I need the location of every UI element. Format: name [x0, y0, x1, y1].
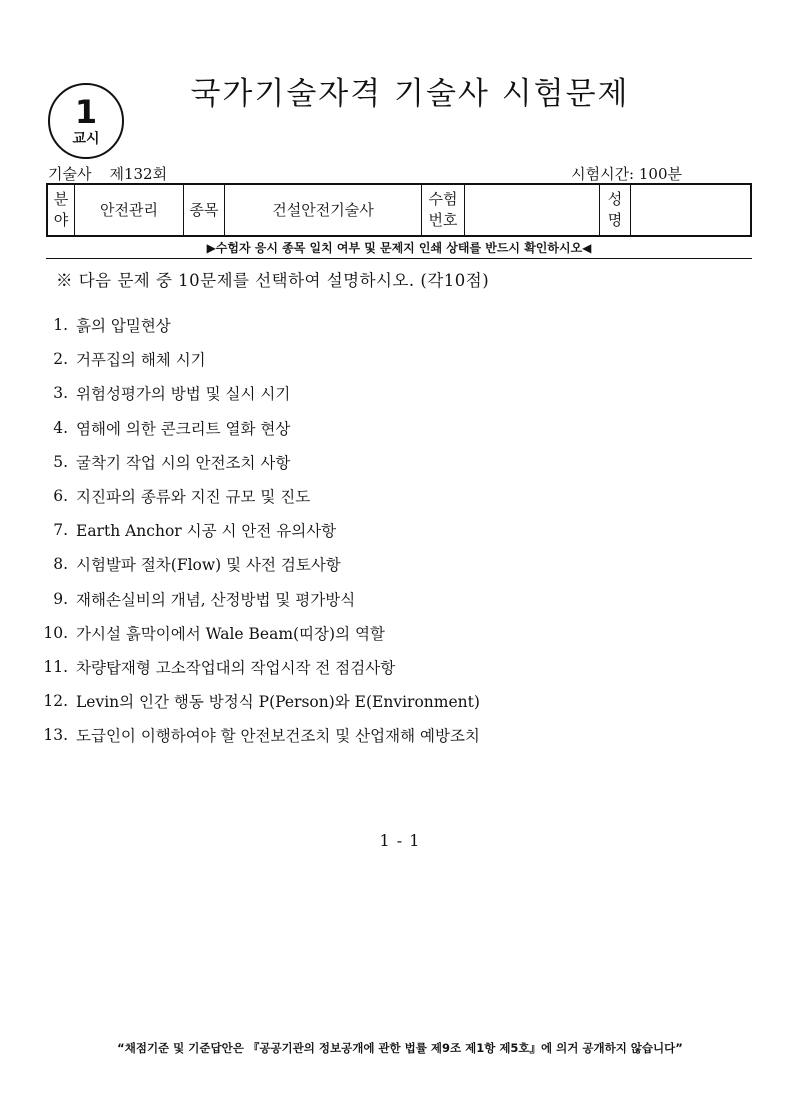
question-text: Levin의 인간 행동 방정식 P(Person)와 E(Environment) [76, 693, 480, 712]
name-label-cell [600, 184, 631, 236]
period-badge [48, 83, 124, 159]
exam-number-label: 수험번호 [428, 190, 458, 229]
name-input[interactable] [631, 184, 752, 236]
question-item [40, 547, 480, 581]
question-number: 7. [53, 521, 68, 540]
subject-value: 건설안전기술사 [225, 184, 422, 236]
exam-title: 국가기술자격 기술사 시험문제 [190, 76, 630, 112]
period-label: 교시 [72, 131, 100, 147]
question-list [40, 308, 480, 752]
divider [46, 258, 752, 259]
question-number: 8. [53, 555, 68, 574]
question-item [40, 513, 480, 547]
field-label-cell [47, 184, 75, 236]
name-label: 성명 [607, 190, 623, 229]
question-text: 염해에 의한 콘크리트 열화 현상 [76, 419, 291, 438]
question-number: 6. [53, 487, 68, 506]
question-item [40, 376, 480, 410]
exam-type: 기술사 [48, 165, 92, 183]
question-number: 5. [53, 452, 68, 471]
exam-info-table [46, 183, 752, 237]
question-number: 4. [53, 418, 68, 437]
page-number: 1 - 1 [379, 831, 421, 850]
question-text: 가시설 흙막이에서 Wale Beam(띠장)의 역할 [76, 624, 385, 643]
exam-number-label-cell [422, 184, 465, 236]
question-number: 10. [43, 623, 68, 642]
field-value: 안전관리 [75, 184, 184, 236]
field-label: 분야 [53, 190, 69, 229]
question-number: 11. [43, 657, 68, 676]
question-text: Earth Anchor 시공 시 안전 유의사항 [76, 522, 337, 541]
question-text: 차량탑재형 고소작업대의 작업시작 전 점검사항 [76, 658, 396, 677]
footer-note: “채점기준 및 기준답안은 『공공기관의 정보공개에 관한 법률 제9조 제1항 제5호』에 의거 공개하지 않습니다” [117, 1041, 683, 1055]
subject-label: 종목 [184, 184, 225, 236]
question-item [40, 582, 480, 616]
period-number: 1 [74, 93, 98, 131]
question-item [40, 308, 480, 342]
instruction: ※ 다음 문제 중 10문제를 선택하여 설명하시오. (각10점) [56, 271, 490, 290]
question-item [40, 342, 480, 376]
notice: ▶수험자 응시 종목 일치 여부 및 문제지 인쇄 상태를 반드시 확인하시오◀ [206, 241, 592, 255]
question-number: 3. [53, 384, 68, 403]
question-item [40, 616, 480, 650]
question-item [40, 445, 480, 479]
question-number: 2. [53, 350, 68, 369]
question-item [40, 479, 480, 513]
question-text: 거푸집의 해체 시기 [76, 351, 206, 370]
exam-session: 제132회 [109, 165, 168, 183]
time-limit: 시험시간: 100분 [571, 165, 682, 183]
exam-number-input[interactable] [465, 184, 600, 236]
question-text: 굴착기 작업 시의 안전조치 사항 [76, 453, 291, 472]
question-item [40, 684, 480, 718]
question-number: 1. [53, 316, 68, 335]
exam-meta [48, 163, 167, 184]
question-item [40, 411, 480, 445]
question-item [40, 650, 480, 684]
question-text: 시험발파 절차(Flow) 및 사전 검토사항 [76, 556, 341, 575]
question-number: 13. [43, 726, 68, 745]
question-text: 도급인이 이행하여야 할 안전보건조치 및 산업재해 예방조치 [76, 727, 480, 746]
question-text: 흙의 압밀현상 [76, 317, 171, 336]
question-text: 재해손실비의 개념, 산정방법 및 평가방식 [76, 590, 356, 609]
question-text: 지진파의 종류와 지진 규모 및 진도 [76, 488, 311, 507]
question-number: 12. [43, 692, 68, 711]
question-text: 위험성평가의 방법 및 실시 시기 [76, 385, 291, 404]
question-number: 9. [53, 589, 68, 608]
question-item [40, 718, 480, 752]
